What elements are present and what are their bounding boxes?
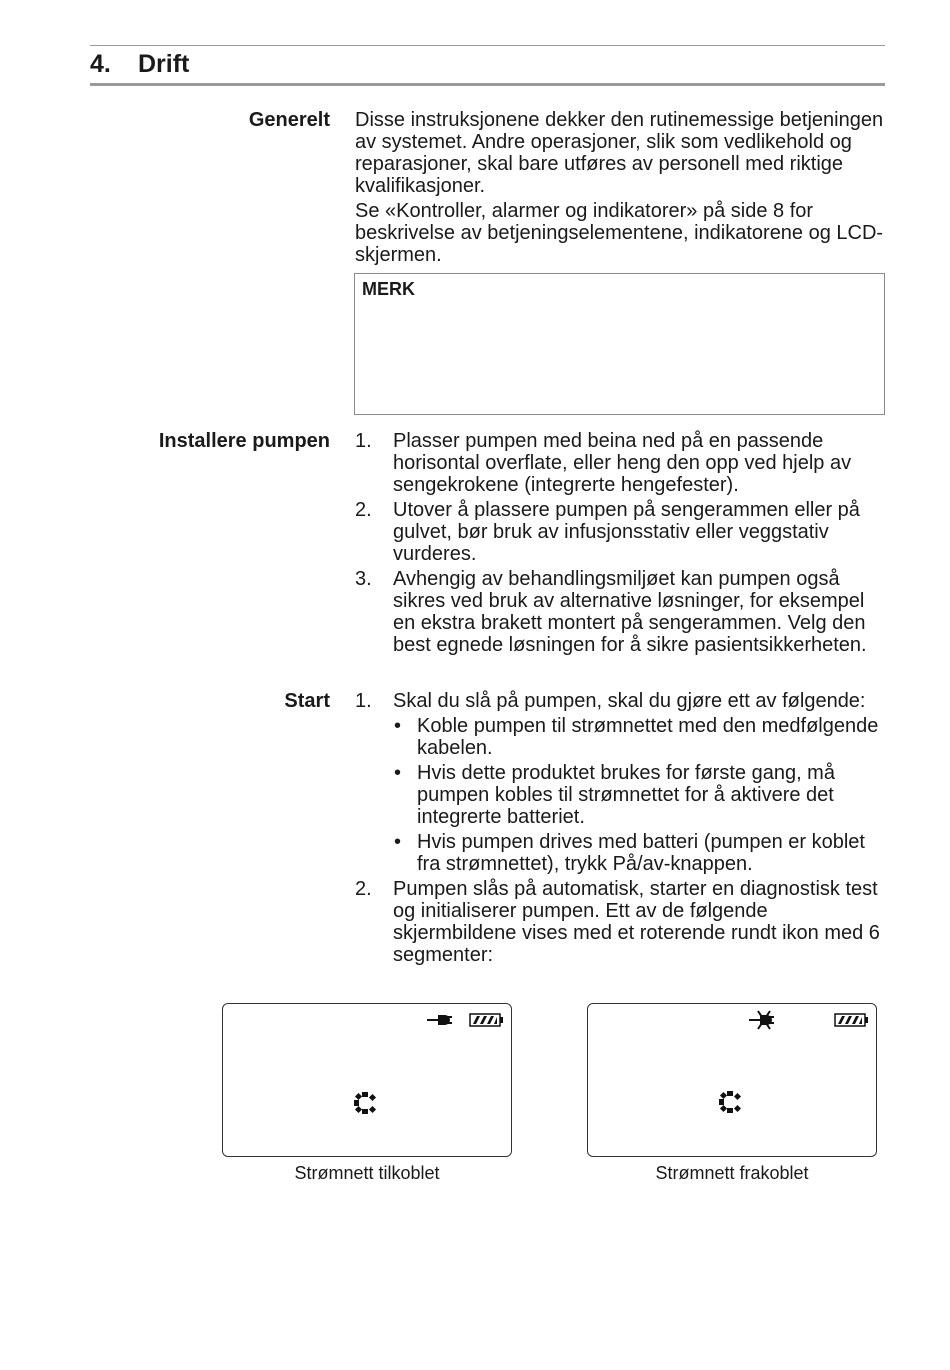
step-number: 2. [355,878,372,900]
start-step [355,690,885,875]
option-item [393,762,885,828]
rotating-spinner-icon [718,1090,742,1114]
step-text: Pumpen slås på automatisk, starter en diagnostisk test og initialiserer pumpen. Ett av de følgende skjermbildene vises med et roterende rundt ikon med 6 segmenter: [393,878,880,966]
step-number: 1. [355,430,372,452]
general-label: Generelt [248,109,330,131]
lcd-screen-connected [222,1003,512,1157]
install-label: Installere pumpen [158,430,330,452]
battery-full-icon [469,1012,505,1028]
install-step [355,499,885,565]
step-text: Skal du slå på pumpen, skal du gjøre ett av følgende: [393,690,866,712]
general-text-1: Disse instruksjonene dekker den rutinemessige betjeningen av systemet. Andre operasjoner, slik som vedlikehold og reparasjoner, skal bare utføres av personell med riktige kvalifikasjoner. [355,109,884,197]
note-box [354,273,885,415]
plug-connected-icon [426,1012,458,1028]
option-item [393,831,885,875]
screen-caption-connected: Strømnett tilkoblet [294,1163,440,1183]
screen-caption-disconnected: Strømnett frakoblet [655,1163,809,1183]
step-number: 3. [355,568,372,590]
option-text: Koble pumpen til strømnettet med den medfølgende kabelen. [417,715,879,759]
general-text-2: Se «Kontroller, alarmer og indikatorer» på side 8 for beskrivelse av betjeningselementene, indikatorene og LCD-skjermen. [355,200,884,266]
plug-disconnected-icon [748,1010,780,1030]
step-text: Plasser pumpen med beina ned på en passende horisontal overflate, eller heng den opp ved hjelp av sengekrokene (integrerte hengefester). [393,430,852,496]
heading-rule-bottom [90,83,885,86]
section-heading [90,49,189,79]
option-text: Hvis pumpen drives med batteri (pumpen er koblet fra strømnettet), trykk På/av-knappen. [417,831,865,875]
note-title: MERK [362,279,415,299]
step-number: 2. [355,499,372,521]
install-step [355,568,885,656]
step-text: Avhengig av behandlingsmiljøet kan pumpen også sikres ved bruk av alternative løsninger, for eksempel en ekstra brakett montert på sengerammen. Velg den best egnede løsningen for å sikre pasientsikkerheten. [393,568,867,656]
install-step [355,430,885,496]
section-title: Drift [138,50,190,78]
bullet: • [394,762,402,784]
start-label: Start [284,690,330,712]
start-steps [355,690,885,969]
step-text: Utover å plassere pumpen på sengerammen eller på gulvet, bør bruk av infusjonsstativ eller veggstativ vurderes. [393,499,860,565]
option-item [393,715,885,759]
section-number: 4. [90,50,111,78]
bullet: • [394,715,402,737]
step-number: 1. [355,690,372,712]
option-text: Hvis dette produktet brukes for første gang, må pumpen kobles til strømnettet for å aktivere det integrerte batteriet. [417,762,835,828]
battery-full-icon [834,1012,870,1028]
rotating-spinner-icon [353,1091,377,1115]
lcd-screen-disconnected [587,1003,877,1157]
start-step [355,878,885,966]
start-options [393,715,885,875]
install-steps [355,430,885,659]
heading-rule-top [90,45,885,46]
bullet: • [394,831,402,853]
